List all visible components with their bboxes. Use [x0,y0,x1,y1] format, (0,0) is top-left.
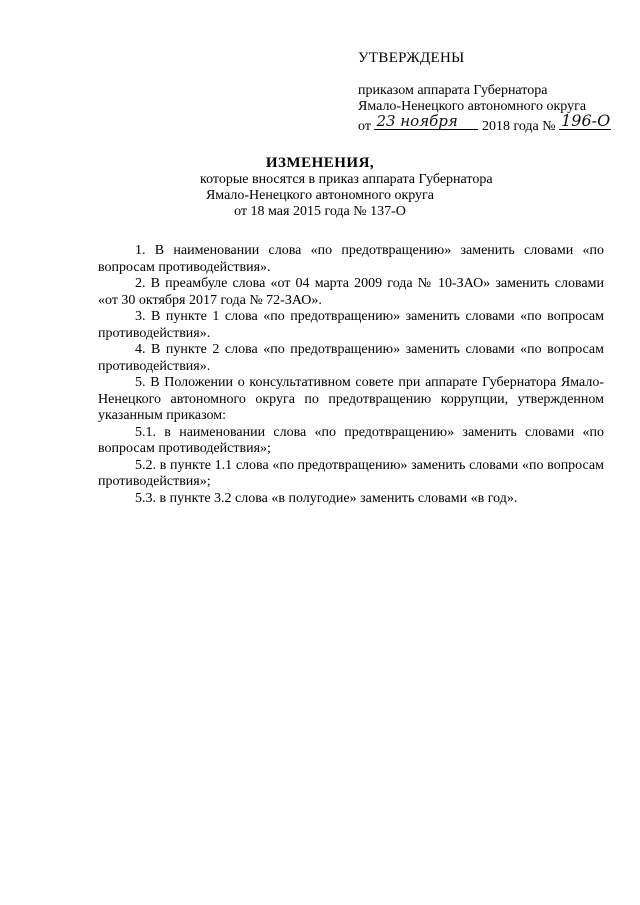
item-1: 1. В наименовании слова «по предотвращению» заменить словами «по вопросам противодействия». [98,243,604,275]
document-body [98,243,604,507]
item-4: 4. В пункте 2 слова «по предотвращению» заменить словами «по вопросам противодействия». [98,342,604,374]
title-line-3: от 18 мая 2015 года № 137-О [234,204,406,219]
handwritten-number: 196-О [561,111,611,130]
approval-heading: УТВЕРЖДЕНЫ [358,50,465,66]
from-label: от [358,119,371,134]
title-heading: ИЗМЕНЕНИЯ, [265,155,375,171]
item-5-3: 5.3. в пункте 3.2 слова «в полугодие» заменить словами «в год». [135,490,518,506]
approval-line-1: приказом аппарата Губернатора [358,83,548,98]
approval-date-line [358,111,618,135]
number-field [559,111,611,130]
item-5-2: 5.2. в пункте 1.1 слова «по предотвращению» заменить словами «по вопросам противодействия»; [98,457,604,489]
year-label: 2018 года № [481,119,556,134]
item-5-1: 5.1. в наименовании слова «по предотвращению» заменить словами «по вопросам противодействия»; [98,424,604,456]
item-5: 5. В Положении о консультативном совете при аппарате Губернатора Ямало-Ненецкого автономного округа по предотвращению коррупции, утвержденном указанным приказом: [98,375,604,423]
item-2: 2. В преамбуле слова «от 04 марта 2009 года № 10-ЗАО» заменить словами «от 30 октября 2017 года № 72-ЗАО». [98,276,604,308]
item-3: 3. В пункте 1 слова «по предотвращению» заменить словами «по вопросам противодействия». [98,309,604,341]
date-field [374,112,478,130]
title-line-1: которые вносятся в приказ аппарата Губернатора [200,172,493,187]
document-title [200,155,493,220]
title-line-2: Ямало-Ненецкого автономного округа [205,188,435,203]
approval-line-2: Ямало-Ненецкого автономного округа [358,99,587,114]
approval-stamp [358,50,618,135]
handwritten-date: 23 ноября [376,112,458,130]
